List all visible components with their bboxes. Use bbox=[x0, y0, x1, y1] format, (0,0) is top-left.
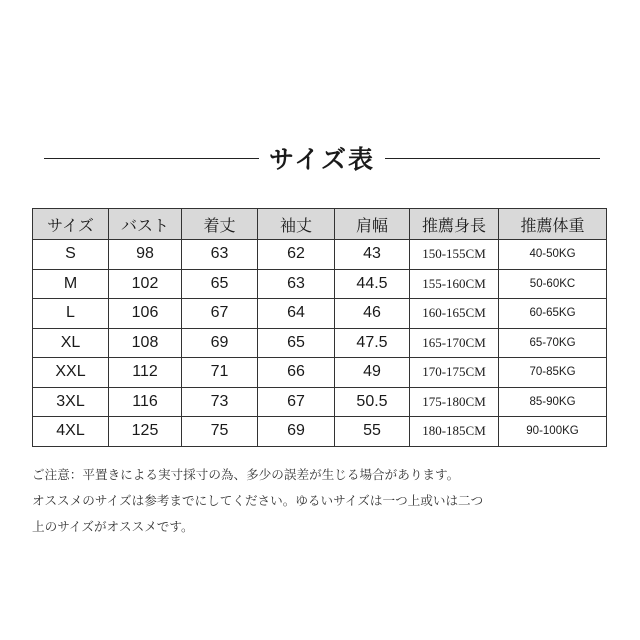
cell-recommended-weight: 70-85KG bbox=[499, 358, 607, 388]
cell-shoulder: 50.5 bbox=[335, 387, 410, 417]
table-row bbox=[33, 417, 607, 447]
cell-length: 63 bbox=[182, 240, 258, 270]
cell-length: 75 bbox=[182, 417, 258, 447]
cell-sleeve: 65 bbox=[258, 328, 335, 358]
header-bust: バスト bbox=[109, 209, 182, 240]
header-recommended-height: 推薦身長 bbox=[410, 209, 499, 240]
table-row bbox=[33, 299, 607, 329]
size-table bbox=[32, 208, 607, 447]
cell-shoulder: 44.5 bbox=[335, 269, 410, 299]
header-size: サイズ bbox=[33, 209, 109, 240]
table-row bbox=[33, 358, 607, 388]
cell-size: 3XL bbox=[33, 387, 109, 417]
cell-shoulder: 49 bbox=[335, 358, 410, 388]
cell-recommended-height: 155-160CM bbox=[410, 269, 499, 299]
cell-recommended-weight: 50-60KC bbox=[499, 269, 607, 299]
cell-bust: 98 bbox=[109, 240, 182, 270]
cell-sleeve: 63 bbox=[258, 269, 335, 299]
title-row bbox=[44, 140, 600, 176]
cell-length: 73 bbox=[182, 387, 258, 417]
cell-sleeve: 67 bbox=[258, 387, 335, 417]
cell-shoulder: 43 bbox=[335, 240, 410, 270]
size-notes bbox=[32, 462, 612, 540]
header-sleeve: 袖丈 bbox=[258, 209, 335, 240]
cell-length: 71 bbox=[182, 358, 258, 388]
table-row bbox=[33, 240, 607, 270]
table-row bbox=[33, 328, 607, 358]
cell-bust: 112 bbox=[109, 358, 182, 388]
cell-recommended-height: 175-180CM bbox=[410, 387, 499, 417]
cell-recommended-height: 165-170CM bbox=[410, 328, 499, 358]
cell-size: XXL bbox=[33, 358, 109, 388]
cell-sleeve: 69 bbox=[258, 417, 335, 447]
cell-size: 4XL bbox=[33, 417, 109, 447]
cell-recommended-weight: 60-65KG bbox=[499, 299, 607, 329]
cell-length: 65 bbox=[182, 269, 258, 299]
cell-recommended-weight: 85-90KG bbox=[499, 387, 607, 417]
table-row bbox=[33, 269, 607, 299]
note-line: ご注意：平置きによる実寸採寸の為、多少の誤差が生じる場合があります。 bbox=[32, 467, 460, 482]
header-recommended-weight: 推薦体重 bbox=[499, 209, 607, 240]
cell-length: 69 bbox=[182, 328, 258, 358]
cell-size: M bbox=[33, 269, 109, 299]
cell-recommended-height: 170-175CM bbox=[410, 358, 499, 388]
cell-sleeve: 64 bbox=[258, 299, 335, 329]
cell-recommended-weight: 65-70KG bbox=[499, 328, 607, 358]
title-line-right bbox=[385, 158, 600, 159]
header-shoulder: 肩幅 bbox=[335, 209, 410, 240]
cell-recommended-weight: 90-100KG bbox=[499, 417, 607, 447]
cell-bust: 106 bbox=[109, 299, 182, 329]
cell-size: S bbox=[33, 240, 109, 270]
cell-recommended-weight: 40-50KG bbox=[499, 240, 607, 270]
cell-shoulder: 46 bbox=[335, 299, 410, 329]
cell-shoulder: 47.5 bbox=[335, 328, 410, 358]
note-line: 上のサイズがオススメです。 bbox=[32, 519, 194, 534]
cell-recommended-height: 160-165CM bbox=[410, 299, 499, 329]
cell-recommended-height: 150-155CM bbox=[410, 240, 499, 270]
table-row bbox=[33, 387, 607, 417]
note-line: オススメのサイズは参考までにしてください。ゆるいサイズは一つ上或いは二つ bbox=[32, 493, 484, 508]
table-header-row bbox=[33, 209, 607, 240]
cell-size: XL bbox=[33, 328, 109, 358]
header-length: 着丈 bbox=[182, 209, 258, 240]
cell-sleeve: 66 bbox=[258, 358, 335, 388]
cell-shoulder: 55 bbox=[335, 417, 410, 447]
cell-bust: 125 bbox=[109, 417, 182, 447]
page-title: サイズ表 bbox=[269, 145, 376, 174]
cell-recommended-height: 180-185CM bbox=[410, 417, 499, 447]
cell-size: L bbox=[33, 299, 109, 329]
cell-bust: 116 bbox=[109, 387, 182, 417]
cell-length: 67 bbox=[182, 299, 258, 329]
cell-bust: 102 bbox=[109, 269, 182, 299]
cell-sleeve: 62 bbox=[258, 240, 335, 270]
title-line-left bbox=[44, 158, 259, 159]
cell-bust: 108 bbox=[109, 328, 182, 358]
